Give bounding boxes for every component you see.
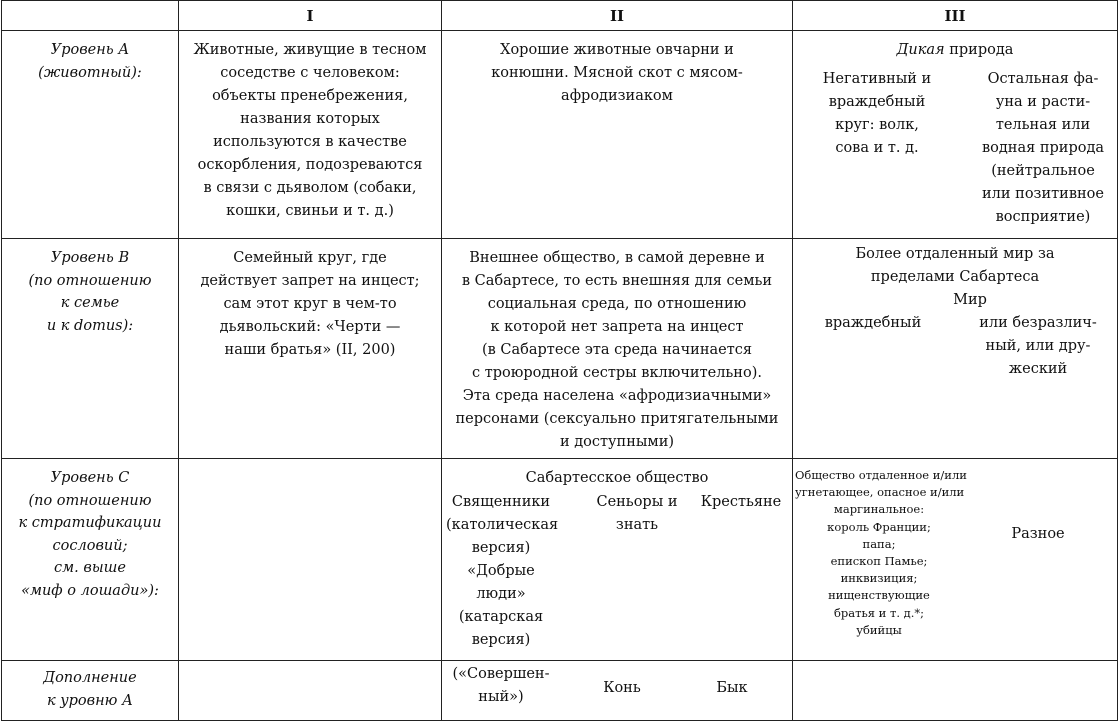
text-line: инквизиция; [840,571,918,586]
text-line: убийцы [856,622,902,637]
text-line: или безразлич- [979,315,1097,331]
text-line: Негативный и [822,71,932,87]
level-b-line: к семье [60,295,120,311]
text-line: знать [615,517,659,533]
addition-col2 [442,661,793,721]
text-line: Внешнее общество, в самой деревне и [469,250,765,266]
text-line: (катарская [458,609,544,625]
text-line: (нейтральное [991,163,1095,179]
text-line: люди» [476,586,526,602]
text-line: персонами (сексуально притягательными [455,411,779,427]
text-line: Сеньоры и [596,494,678,510]
text-line: в Сабартесе, то есть внешняя для семьи [461,273,773,289]
text-line: и доступными) [559,434,675,450]
level-b-line: и к domus): [46,317,134,334]
text-line: Животные, живущие в тесном [193,42,427,58]
level-b-col3 [793,239,1118,459]
level-a-label [2,31,179,239]
text-line: Хорошие животные овчарни и [500,42,734,58]
wild-nature-title [793,39,1117,62]
perfect-label [446,663,556,709]
distant-world [793,243,1117,289]
text-line: сам этот круг в чем-то [223,296,397,312]
text-line: братья и т. д.*; [833,605,925,620]
text-line: действует запрет на инцест; [200,273,420,289]
level-b-label [2,239,179,459]
level-c-line: сословий; [52,537,128,554]
header-empty-cell [2,1,179,31]
text-line: с троюродной сестры включительно). [472,365,762,381]
text-line: в связи с дьяволом (собаки, [203,180,417,196]
level-c-line: «миф о лошади»): [21,582,159,599]
text-line: названия которых [240,111,380,127]
text-line: (католическая [446,517,559,533]
text-line: объекты пренебрежения, [212,88,408,104]
text-line: жеский [1008,361,1068,377]
bull-label: Бык [716,680,748,696]
text-line: версия) [471,540,531,556]
row-level-c [2,459,1118,661]
level-b-col2 [442,239,793,459]
text-line: ный») [478,689,524,705]
text-line: кошки, свиньи и т. д.) [226,203,394,219]
priests-group [446,491,559,652]
level-c-label [2,459,179,661]
distant-society-list [795,467,967,639]
text-line: или позитивное [982,186,1104,202]
addition-line: Дополнение [43,670,137,686]
wild-nature-title-italic: Дикая [896,42,945,58]
peasants-label: Крестьяне [700,494,782,510]
addition-label [2,661,179,721]
indifferent-or-friendly [963,312,1113,381]
text-line: маргинальное: [833,502,925,517]
header-row [2,1,1118,31]
text-line: (в Сабартесе эта среда начинается [481,342,753,358]
level-c-col3 [793,459,1118,661]
level-b-col1 [179,239,442,459]
text-line: версия) [471,632,531,648]
header-col-1: I [179,1,442,31]
level-c-line: Уровень С [50,470,130,486]
text-line: соседстве с человеком: [220,65,400,81]
text-line: пределами Сабартеса [870,269,1040,285]
other-fauna [971,68,1115,229]
hostile-label: враждебный [824,315,922,331]
level-a-col2 [442,31,793,239]
text-line: уна и расти- [995,94,1091,110]
row-addition-a [2,661,1118,721]
level-a-line: Уровень А [50,42,130,58]
text-line: тельная или [995,117,1091,133]
level-a-col1 [179,31,442,239]
sabartes-society-title: Сабартесское общество [525,470,709,486]
text-line: угнетающее, опасное и/или [795,485,965,500]
header-col-2: II [442,1,793,31]
text-line: круг: волк, [835,117,919,133]
text-line: наши братья» (II, 200) [224,342,396,358]
text-line: ный, или дру- [985,338,1091,354]
text-line: папа; [862,536,896,551]
level-c-col2 [442,459,793,661]
level-a-line: (животный): [38,64,142,81]
level-b-line: (по отношению [28,272,152,289]
level-c-col1-empty [179,459,442,661]
level-a-col3 [793,31,1118,239]
text-line: конюшни. Мясной скот с мясом- [491,65,743,81]
text-line: используются в качестве [213,134,407,150]
text-line: нищенствующие [828,588,930,603]
addition-col3-empty [793,661,1118,721]
text-line: оскорбления, подозреваются [197,157,423,173]
text-line: Остальная фа- [987,71,1099,87]
text-line: Семейный круг, где [233,250,387,266]
negative-circle [807,68,947,160]
text-line: восприятие) [995,209,1091,225]
addition-line: к уровню А [46,692,134,709]
text-line: «Добрые [467,563,535,579]
text-line: Общество отдаленное и/или [795,468,967,482]
text-line: епископ Памье; [830,554,928,569]
horse-label: Конь [603,680,641,696]
text-line: Священники [451,494,551,510]
row-level-b [2,239,1118,459]
miscellaneous-label: Разное [1011,526,1065,542]
level-b-line: Уровень В [50,250,130,266]
text-line: Эта среда населена «афродизиачными» [462,388,772,404]
level-c-line: (по отношению [28,492,152,509]
level-c-line: см. выше [54,560,126,576]
text-line: к которой нет запрета на инцест [490,319,744,335]
row-level-a [2,31,1118,239]
text-line: Более отдаленный мир за [855,246,1055,262]
addition-col1-empty [179,661,442,721]
text-line: («Совершен- [452,666,550,682]
wild-nature-title-rest: природа [944,42,1014,58]
header-col-3: III [793,1,1118,31]
lords-group [582,491,692,537]
text-line: водная природа [981,140,1105,156]
text-line: дьявольский: «Черти — [219,319,401,335]
text-line: социальная среда, по отношению [487,296,747,312]
world-label: Мир [953,292,987,308]
level-c-line: к стратификации [18,515,162,531]
text-line: враждебный [828,94,926,110]
text-line: сова и т. д. [835,140,919,156]
levels-table [1,0,1118,721]
text-line: афродизиаком [561,88,673,104]
text-line: король Франции; [827,519,931,534]
